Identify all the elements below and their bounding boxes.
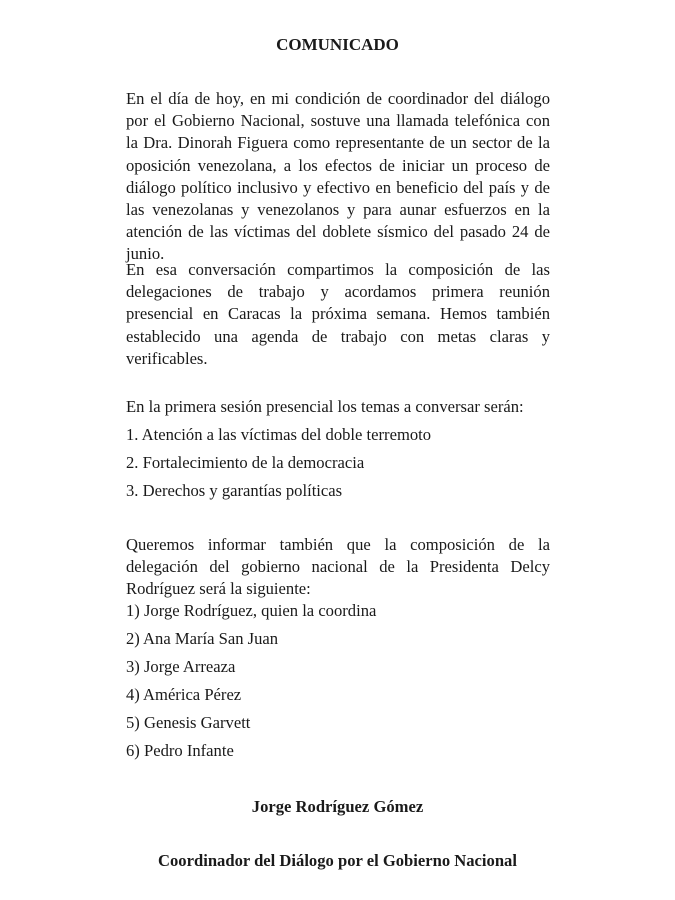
- signer-role: Coordinador del Diálogo por el Gobierno Nacional: [158, 851, 517, 870]
- signer-name: Jorge Rodríguez Gómez: [251, 797, 424, 816]
- delegation-member: 1) Jorge Rodríguez, quien la coordina: [126, 601, 377, 620]
- topics-list: [126, 424, 550, 508]
- topic-item: 2. Fortalecimiento de la democracia: [126, 453, 365, 472]
- delegation-member: 4) América Pérez: [126, 685, 242, 704]
- delegation-member: 6) Pedro Infante: [126, 741, 234, 760]
- delegation-intro: Queremos informar también que la composición de la delegación del gobierno nacional de la Presidenta Delcy Rodríguez será la siguiente:: [126, 535, 550, 599]
- paragraph-conversation: En esa conversación compartimos la composición de las delegaciones de trabajo y acordamos primera reunión presencial en Caracas la próxima semana. Hemos también establecido una agenda de trabajo con metas claras y verificables.: [126, 260, 550, 368]
- delegation-member: 2) Ana María San Juan: [126, 629, 279, 648]
- delegation-list: [126, 600, 550, 768]
- delegation-member: 5) Genesis Garvett: [126, 713, 251, 732]
- topic-item: 3. Derechos y garantías políticas: [126, 481, 343, 500]
- delegation-member: 3) Jorge Arreaza: [126, 657, 236, 676]
- topic-item: 1. Atención a las víctimas del doble terremoto: [126, 425, 432, 444]
- topics-intro: En la primera sesión presencial los temas a conversar serán:: [126, 397, 524, 416]
- paragraph-intro: En el día de hoy, en mi condición de coordinador del diálogo por el Gobierno Nacional, sostuve una llamada telefónica con la Dra. Dinorah Figuera como representante de un sector de la oposición venezolana, a los efectos de iniciar un proceso de diálogo político inclusivo y efectivo en beneficio del país y de las venezolanas y venezolanos y para aunar esfuerzos en la atención de las víctimas del doblete sísmico del pasado 24 de junio.: [126, 89, 550, 264]
- document-title: COMUNICADO: [276, 35, 399, 54]
